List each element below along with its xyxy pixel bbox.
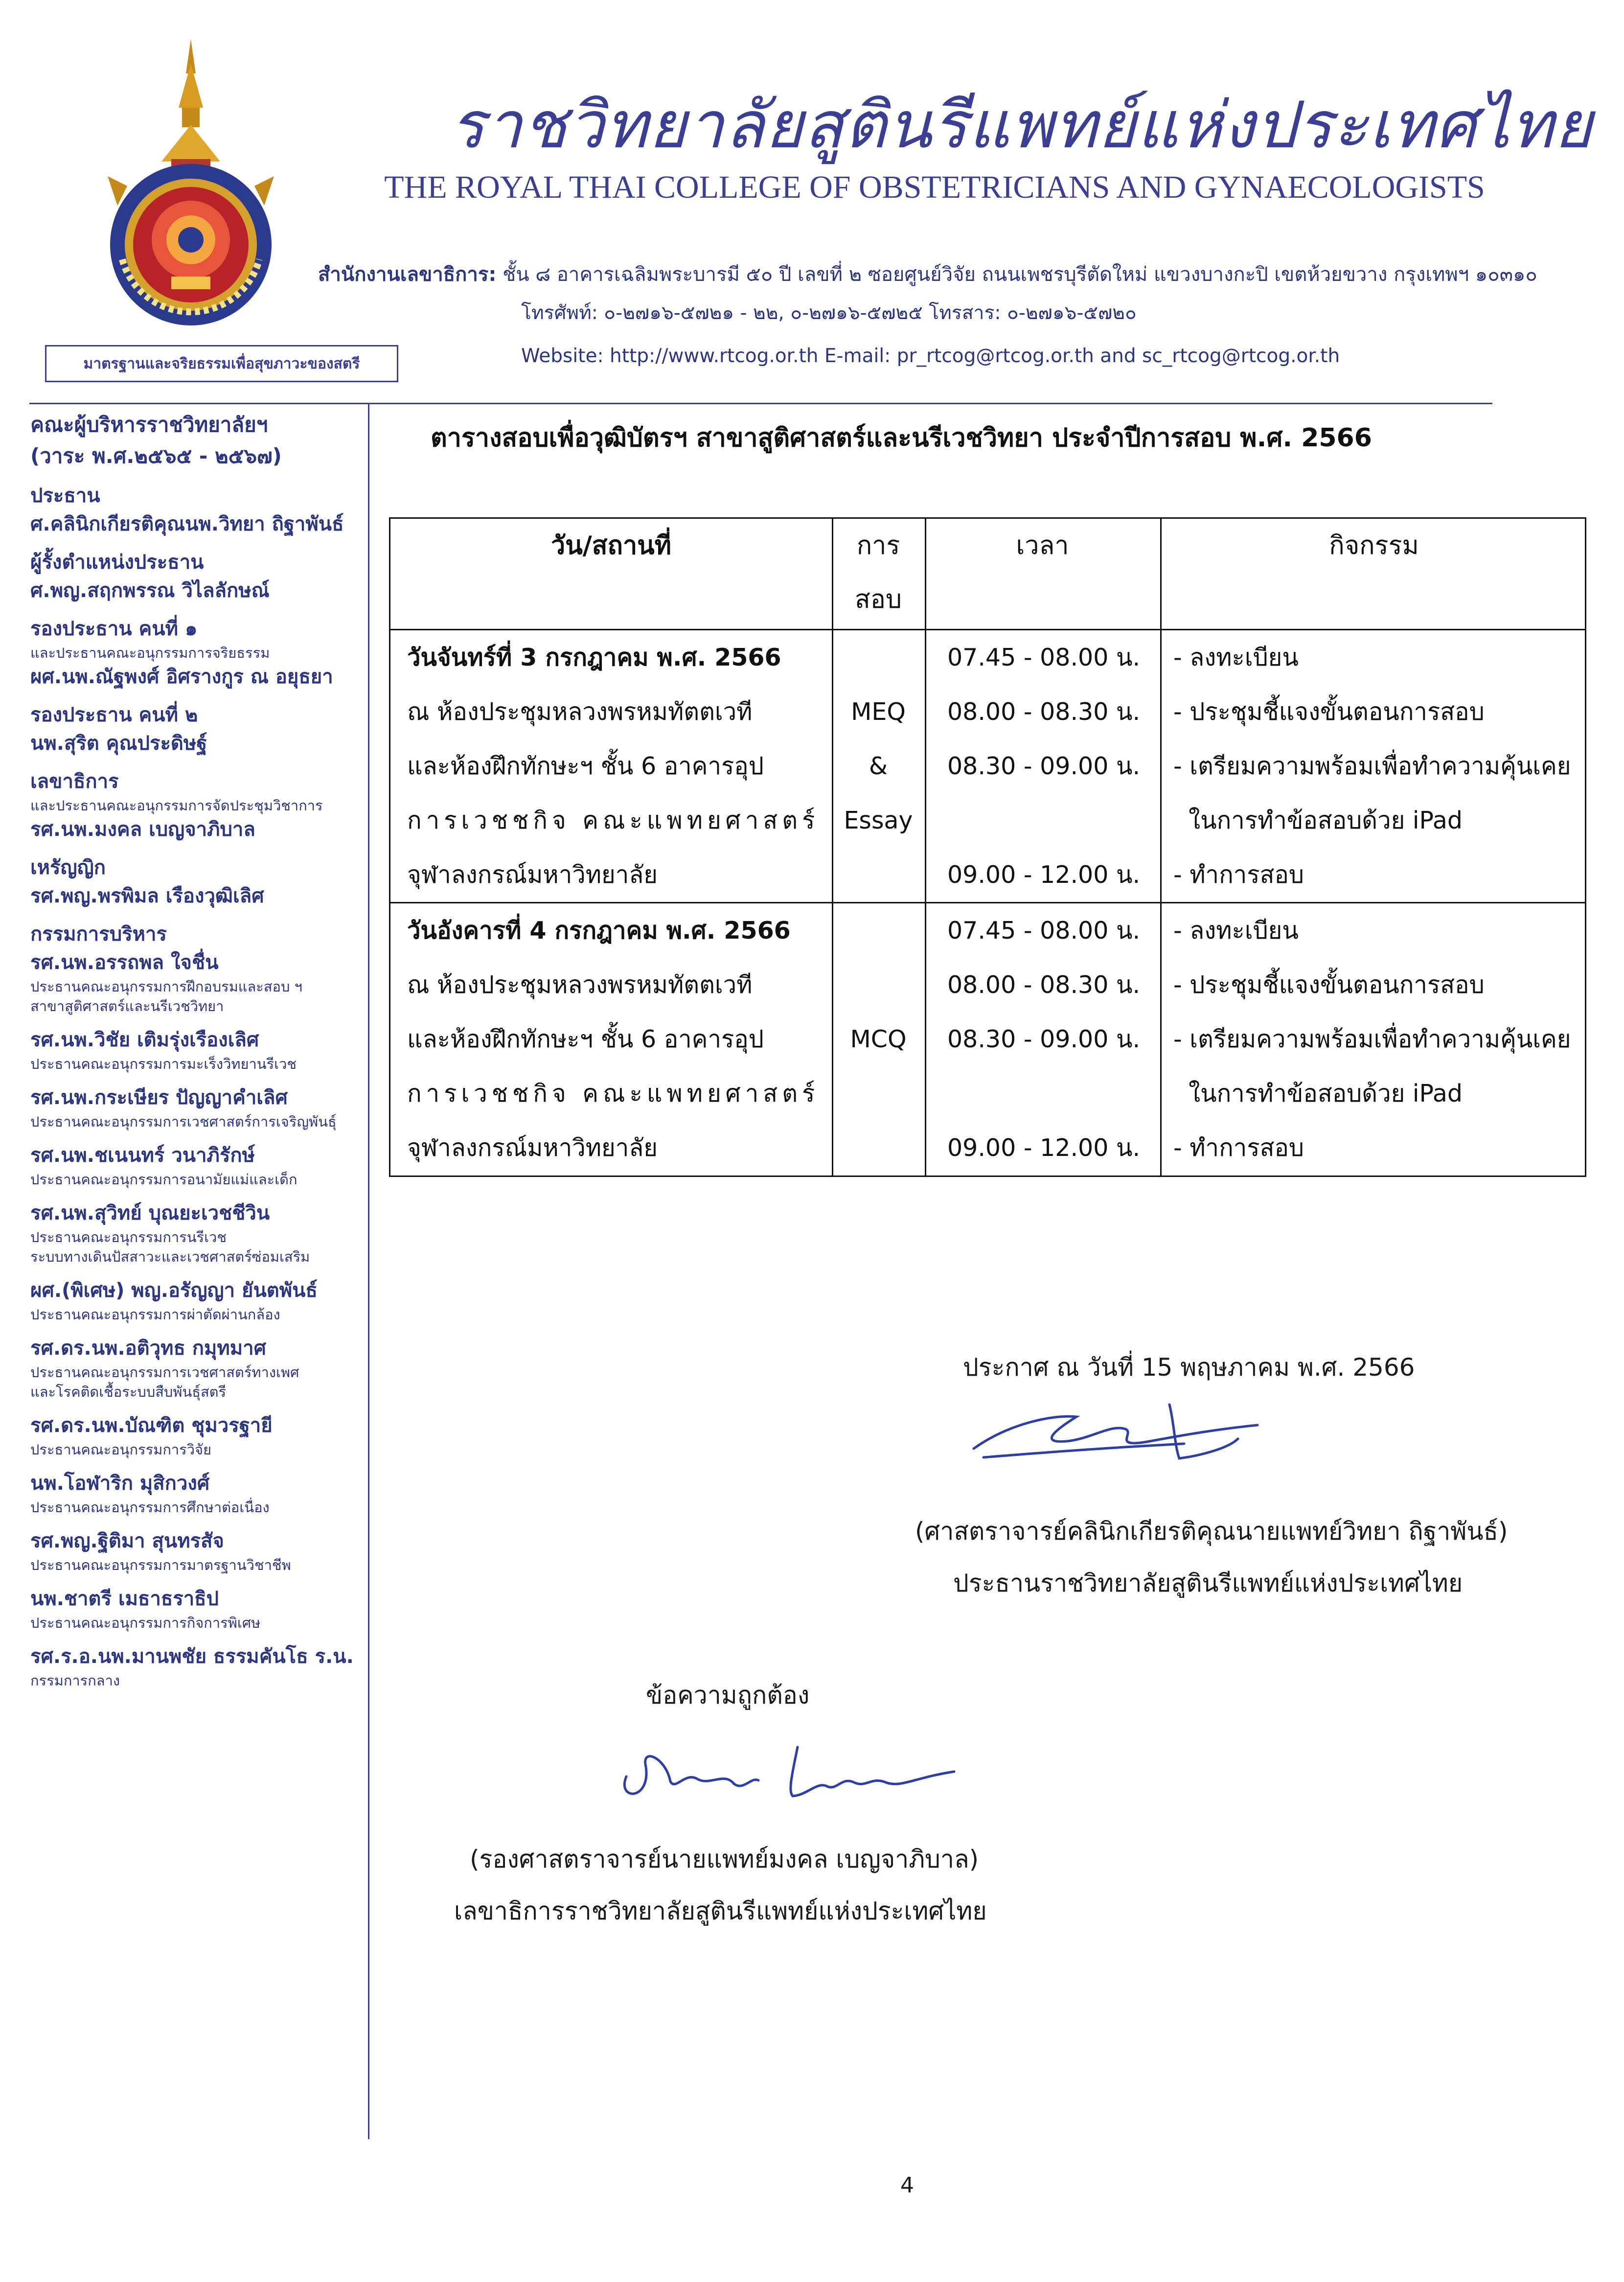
- member-role: รองประธาน คนที่ ๑: [30, 618, 198, 640]
- member-role: ประธาน: [30, 484, 100, 507]
- member-role: กรรมการบริหาร: [30, 923, 167, 945]
- board-member: [30, 1411, 363, 1459]
- member-name: รศ.พญ.ฐิติมา สุนทรสัจ: [30, 1530, 224, 1552]
- announcement-date: ประกาศ ณ วันที่ 15 พฤษภาคม พ.ศ. 2566: [963, 1353, 1415, 1382]
- college-name-thai: ราชวิทยาลัยสูตินรีแพทย์แห่งประเทศไทย: [450, 88, 1594, 163]
- office-address: [318, 258, 1590, 290]
- board-member: [30, 1585, 363, 1633]
- member-name: นพ.โอฬาริก มุสิกวงศ์: [30, 1472, 210, 1495]
- signer1-position: ประธานราชวิทยาลัยสูตินรีแพทย์แห่งประเทศไทย: [953, 1569, 1463, 1597]
- table-col-divider: [1160, 519, 1162, 1176]
- phone-fax: โทรศัพท์: ๐-๒๗๑๖-๕๗๒๑ - ๒๒, ๐-๒๗๑๖-๕๗๒๕ โทรสาร: ๐-๒๗๑๖-๕๗๒๐: [521, 302, 1137, 324]
- member-name: ศ.พญ.สฤกพรรณ วิไลลักษณ์: [30, 579, 270, 602]
- member-name: ศ.คลินิกเกียรติคุณนพ.วิทยา ถิฐาพันธ์: [30, 513, 344, 535]
- member-duty: และประธานคณะอนุกรรมการจริยธรรม: [30, 645, 270, 661]
- row1-activity: - ประชุมชี้แจงขั้นตอนการสอบ: [1173, 698, 1485, 726]
- header-time: เวลา: [1016, 531, 1069, 560]
- member-name: ผศ.นพ.ณัฐพงศ์ อิศรางกูร ณ อยุธยา: [30, 666, 333, 688]
- board-member: [30, 920, 363, 1016]
- member-role: รองประธาน คนที่ ๒: [30, 704, 198, 726]
- board-member: [30, 1527, 363, 1575]
- header-divider: [29, 403, 1492, 404]
- website-email: Website: http://www.rtcog.or.th E-mail: pr_rtcog@rtcog.or.th and sc_rtcog@rtcog.or.th: [521, 345, 1340, 367]
- row1-place-line: และห้องฝึกทักษะฯ ชั้น 6 อาคารอุป: [407, 752, 764, 780]
- member-name: รศ.ร.อ.นพ.มานพชัย ธรรมคันโธ ร.น.: [30, 1645, 354, 1668]
- member-duty: ประธานคณะอนุกรรมการกิจการพิเศษ: [30, 1614, 261, 1631]
- board-heading: คณะผู้บริหารราชวิทยาลัยฯ: [30, 413, 268, 437]
- college-name-english: THE ROYAL THAI COLLEGE OF OBSTETRICIANS AND GYNAECOLOGISTS: [384, 169, 1485, 205]
- member-name: รศ.นพ.กระเษียร ปัญญาคำเลิศ: [30, 1086, 288, 1109]
- row2-activity: - ทำการสอบ: [1173, 1134, 1304, 1162]
- board-member: [30, 1083, 363, 1131]
- member-duty: ประธานคณะอนุกรรมการเวชศาสตร์การเจริญพันธุ์: [30, 1113, 337, 1130]
- college-emblem-logo: [98, 29, 284, 333]
- motto-box: มาตรฐานและจริยธรรมเพื่อสุขภาวะของสตรี: [45, 345, 398, 382]
- member-name: นพ.สุริต คุณประดิษฐ์: [30, 732, 207, 755]
- board-member: [30, 1141, 363, 1189]
- table-col-divider: [925, 519, 926, 1176]
- row1-activity: - ลงทะเบียน: [1173, 644, 1299, 671]
- secretary-signature: [612, 1737, 964, 1806]
- board-member: [30, 1469, 363, 1517]
- row1-activity: - เตรียมความพร้อมเพื่อทำความคุ้นเคย: [1173, 752, 1571, 780]
- row1-time: 08.00 - 08.30 น.: [947, 698, 1141, 726]
- row2-place-line: ณ ห้องประชุมหลวงพรหมทัตตเวที: [407, 971, 753, 999]
- header-exam-1: การ: [856, 531, 900, 560]
- member-duty: ประธานคณะอนุกรรมการฝึกอบรมและสอบ ฯ: [30, 978, 302, 995]
- member-duty: ประธานคณะอนุกรรมการเวชศาสตร์ทางเพศ: [30, 1364, 299, 1381]
- board-member: [30, 482, 363, 538]
- board-member: [30, 548, 363, 605]
- address-label: สำนักงานเลขาธิการ:: [318, 263, 497, 286]
- member-role: เลขาธิการ: [30, 770, 119, 793]
- row1-activity: ในการทำข้อสอบด้วย iPad: [1173, 807, 1463, 834]
- member-duty: ระบบทางเดินปัสสาวะและเวชศาสตร์ซ่อมเสริม: [30, 1248, 310, 1265]
- president-signature: [964, 1395, 1267, 1468]
- member-duty: และประธานคณะอนุกรรมการจัดประชุมวิชาการ: [30, 797, 323, 814]
- board-member: [30, 767, 363, 844]
- board-member: [30, 853, 363, 910]
- member-name: รศ.ดร.นพ.บัณฑิต ชุมวรฐายี: [30, 1414, 273, 1437]
- row1-date: วันจันทร์ที่ 3 กรกฎาคม พ.ศ. 2566: [407, 644, 781, 671]
- board-member: [30, 1642, 363, 1690]
- member-name: ผศ.(พิเศษ) พญ.อรัญญา ยันตพันธ์: [30, 1279, 318, 1302]
- board-member-list: [30, 482, 363, 1690]
- member-name: รศ.พญ.พรพิมล เรืองวุฒิเลิศ: [30, 885, 264, 907]
- member-duty: ประธานคณะอนุกรรมการมะเร็งวิทยานรีเวช: [30, 1056, 297, 1072]
- member-name: รศ.นพ.ชเนนทร์ วนาภิรักษ์: [30, 1144, 255, 1167]
- row2-place-line: และห้องฝึกทักษะฯ ชั้น 6 อาคารอุป: [407, 1025, 764, 1053]
- member-duty: ประธานคณะอนุกรรมการมาตรฐานวิชาชีพ: [30, 1557, 291, 1573]
- signer2-position: เลขาธิการราชวิทยาลัยสูตินรีแพทย์แห่งประเทศไทย: [454, 1897, 987, 1925]
- header-exam-2: สอบ: [855, 585, 902, 614]
- row1-time: 08.30 - 09.00 น.: [947, 752, 1141, 780]
- board-member: [30, 1026, 363, 1074]
- row2-exam-line: MCQ: [850, 1025, 907, 1053]
- member-name: นพ.ชาตรี เมธาธราธิป: [30, 1588, 219, 1610]
- header-activity: กิจกรรม: [1329, 531, 1419, 560]
- row2-time: 09.00 - 12.00 น.: [947, 1134, 1141, 1162]
- row2-activity: ในการทำข้อสอบด้วย iPad: [1173, 1080, 1463, 1107]
- row1-place-line: ณ ห้องประชุมหลวงพรหมทัตตเวที: [407, 698, 753, 726]
- member-name: รศ.ดร.นพ.อติวุทธ กมุทมาศ: [30, 1337, 266, 1360]
- row1-activity: - ทำการสอบ: [1173, 861, 1304, 889]
- row2-date: วันอังคารที่ 4 กรกฎาคม พ.ศ. 2566: [407, 917, 791, 945]
- member-duty: ประธานคณะอนุกรรมการวิจัย: [30, 1441, 212, 1458]
- member-name: รศ.นพ.วิชัย เติมรุ่งเรืองเลิศ: [30, 1029, 259, 1051]
- address-text: ชั้น ๘ อาคารเฉลิมพระบารมี ๕๐ ปี เลขที่ ๒ ซอยศูนย์วิจัย ถนนเพชรบุรีตัดใหม่ แขวงบางกะปิ เขตห้วยขวาง กรุงเทพฯ ๑๐๓๑๐: [503, 263, 1537, 286]
- member-name: รศ.นพ.สุวิทย์ บุณยะเวชชีวิน: [30, 1202, 270, 1224]
- member-duty: ประธานคณะอนุกรรมการผ่าตัดผ่านกล้อง: [30, 1306, 280, 1323]
- board-term: (วาระ พ.ศ.๒๕๖๕ - ๒๕๖๗): [30, 444, 282, 468]
- row2-place-line: จุฬาลงกรณ์มหาวิทยาลัย: [407, 1134, 658, 1162]
- row2-time: 08.30 - 09.00 น.: [947, 1025, 1141, 1053]
- row1-exam-line: MEQ: [851, 698, 906, 726]
- member-duty: สาขาสูติศาสตร์และนรีเวชวิทยา: [30, 998, 224, 1014]
- row1-time: 09.00 - 12.00 น.: [947, 861, 1141, 889]
- row2-activity: - ประชุมชี้แจงขั้นตอนการสอบ: [1173, 971, 1485, 999]
- member-duty: กรรมการกลาง: [30, 1672, 120, 1689]
- row1-exam-line: &: [869, 752, 888, 780]
- document-title: ตารางสอบเพื่อวุฒิบัตรฯ สาขาสูติศาสตร์และนรีเวชวิทยา ประจำปีการสอบ พ.ศ. 2566: [431, 423, 1372, 453]
- row2-activity: - ลงทะเบียน: [1173, 917, 1299, 945]
- row2-time: 08.00 - 08.30 น.: [947, 971, 1141, 999]
- page-number: 4: [900, 2173, 914, 2198]
- signer1-name: (ศาสตราจารย์คลินิกเกียรติคุณนายแพทย์วิทยา ถิฐาพันธ์): [915, 1517, 1508, 1545]
- member-name: รศ.นพ.มงคล เบญจาภิบาล: [30, 818, 255, 841]
- member-role: ผู้รั้งตำแหน่งประธาน: [30, 551, 204, 574]
- board-member: [30, 615, 363, 691]
- member-duty: ประธานคณะอนุกรรมการอนามัยแม่และเด็ก: [30, 1171, 297, 1188]
- row2-time: 07.45 - 08.00 น.: [947, 917, 1141, 945]
- executive-board-sidebar: [30, 409, 363, 1690]
- row1-time: 07.45 - 08.00 น.: [947, 644, 1141, 671]
- board-member: [30, 701, 363, 758]
- row2-activity: - เตรียมความพร้อมเพื่อทำความคุ้นเคย: [1173, 1025, 1571, 1053]
- member-duty: ประธานคณะอนุกรรมการศึกษาต่อเนื่อง: [30, 1499, 270, 1516]
- header-place: วัน/สถานที่: [551, 531, 671, 560]
- member-role: เหรัญญิก: [30, 856, 106, 879]
- row1-place-line: การเวชชกิจ คณะแพทยศาสตร์: [407, 807, 820, 834]
- row2-place-line: การเวชชกิจ คณะแพทยศาสตร์: [407, 1080, 820, 1107]
- sidebar-divider: [368, 404, 369, 2139]
- row1-exam-line: Essay: [844, 807, 913, 834]
- member-duty: ประธานคณะอนุกรรมการนรีเวช: [30, 1229, 227, 1245]
- row1-place-line: จุฬาลงกรณ์มหาวิทยาลัย: [407, 861, 658, 889]
- signer2-name: (รองศาสตราจารย์นายแพทย์มงคล เบญจาภิบาล): [470, 1845, 979, 1873]
- board-member: [30, 1199, 363, 1267]
- board-member: [30, 1334, 363, 1402]
- certified-correct: ข้อความถูกต้อง: [646, 1681, 810, 1709]
- board-member: [30, 1276, 363, 1324]
- exam-schedule-table: [389, 517, 1586, 1177]
- member-duty: และโรคติดเชื้อระบบสืบพันธุ์สตรี: [30, 1383, 227, 1400]
- member-name: รศ.นพ.อรรถพล ใจชื่น: [30, 951, 219, 974]
